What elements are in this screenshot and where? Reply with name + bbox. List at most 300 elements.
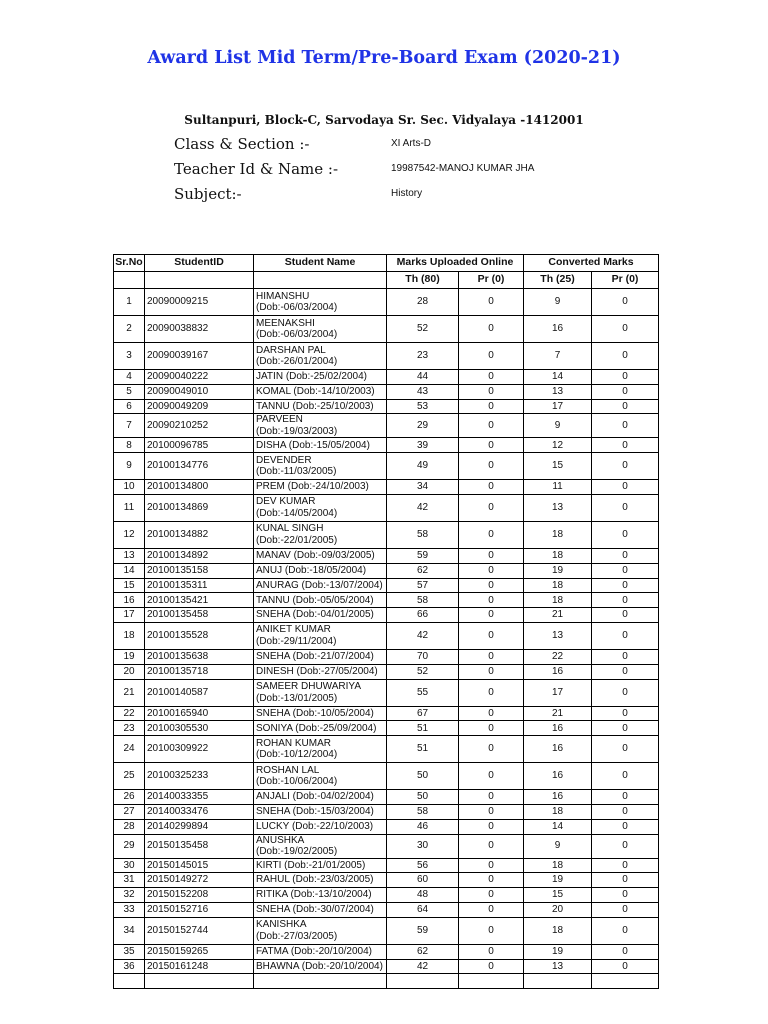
converted-th-cell: 18 [524,858,592,873]
table-row [114,834,659,858]
sr-no-cell: 23 [114,721,145,736]
student-name-line: ANJALI (Dob:-04/02/2004) [256,791,374,803]
marks-pr-cell: 0 [459,608,524,623]
table-row [114,414,659,438]
student-id-cell: 20100134869 [145,494,254,521]
student-id-cell: 20090039167 [145,343,254,370]
marks-pr-cell: 0 [459,649,524,664]
converted-pr-cell: 0 [592,563,659,578]
student-name-cell [254,804,387,819]
header-srno: Sr.No [114,255,145,272]
student-name-line: DINESH (Dob:-27/05/2004) [256,665,378,677]
student-id-cell: 20150152716 [145,902,254,917]
sr-no-cell: 11 [114,494,145,521]
marks-pr-cell: 0 [459,888,524,903]
marks-pr-cell: 0 [459,902,524,917]
table-cell [524,974,592,989]
student-id-cell: 20100135638 [145,649,254,664]
student-name-line: DEVENDER [256,454,312,466]
sr-no-cell: 15 [114,578,145,593]
table-cell [459,974,524,989]
converted-pr-cell: 0 [592,370,659,385]
marks-th-cell: 56 [387,858,459,873]
student-id-cell: 20150149272 [145,873,254,888]
header-th25: Th (25) [524,272,592,289]
table-row [114,819,659,834]
table-row [114,480,659,495]
student-name-line: (Dob:-14/05/2004) [256,507,338,519]
student-name-line: (Dob:-27/03/2005) [256,930,338,942]
sr-no-cell: 36 [114,959,145,974]
marks-pr-cell: 0 [459,438,524,453]
sr-no-cell: 24 [114,736,145,763]
student-name-line: KANISHKA [256,919,307,931]
converted-th-cell: 21 [524,608,592,623]
header-converted-marks: Converted Marks [524,255,659,272]
student-name-line: (Dob:-26/01/2004) [256,356,338,367]
table-row [114,706,659,721]
table-row [114,622,659,649]
student-name-line: (Dob:-10/12/2004) [256,749,338,761]
student-name-cell [254,888,387,903]
student-name-line: JATIN (Dob:-25/02/2004) [256,371,367,383]
table-row [114,959,659,974]
marks-th-cell: 67 [387,706,459,721]
sr-no-cell: 14 [114,563,145,578]
student-id-cell: 20140033476 [145,804,254,819]
converted-pr-cell: 0 [592,622,659,649]
student-name-line: ROHAN KUMAR [256,737,332,749]
marks-th-cell: 64 [387,902,459,917]
student-id-cell: 20100134800 [145,480,254,495]
student-name-cell [254,959,387,974]
student-name-line: SNEHA (Dob:-10/05/2004) [256,707,374,719]
converted-th-cell: 14 [524,819,592,834]
student-id-cell: 20100140587 [145,679,254,706]
converted-th-cell: 16 [524,736,592,763]
sr-no-cell: 33 [114,902,145,917]
student-name-line: DEV KUMAR [256,496,316,508]
marks-th-cell: 30 [387,834,459,858]
converted-pr-cell: 0 [592,384,659,399]
converted-th-cell: 9 [524,834,592,858]
teacher-label: Teacher Id & Name :- [174,160,339,178]
student-name-line: SNEHA (Dob:-15/03/2004) [256,806,374,818]
marks-th-cell: 59 [387,917,459,944]
marks-th-cell: 52 [387,664,459,679]
marks-th-cell: 34 [387,480,459,495]
table-row [114,679,659,706]
table-row [114,888,659,903]
student-name-cell [254,563,387,578]
sr-no-cell: 29 [114,834,145,858]
table-cell [592,974,659,989]
converted-th-cell: 9 [524,414,592,438]
sr-no-cell: 31 [114,873,145,888]
marks-th-cell: 58 [387,804,459,819]
subject-value: History [391,188,423,199]
sr-no-cell: 1 [114,289,145,316]
converted-pr-cell: 0 [592,593,659,608]
class-section-label: Class & Section :- [174,135,310,153]
student-id-cell: 20150135458 [145,834,254,858]
converted-pr-cell: 0 [592,834,659,858]
converted-pr-cell: 0 [592,494,659,521]
marks-pr-cell: 0 [459,343,524,370]
converted-pr-cell: 0 [592,804,659,819]
student-name-line: SNEHA (Dob:-21/07/2004) [256,651,374,663]
converted-th-cell: 13 [524,622,592,649]
marks-th-cell: 51 [387,736,459,763]
marks-th-cell: 58 [387,521,459,548]
student-name-line: ANIKET KUMAR [256,624,331,636]
converted-th-cell: 18 [524,578,592,593]
converted-th-cell: 16 [524,721,592,736]
converted-th-cell: 13 [524,384,592,399]
student-id-cell: 20100305530 [145,721,254,736]
sr-no-cell: 5 [114,384,145,399]
sr-no-cell: 4 [114,370,145,385]
sr-no-cell: 6 [114,399,145,414]
sr-no-cell: 27 [114,804,145,819]
marks-pr-cell: 0 [459,622,524,649]
student-name-line: DARSHAN PAL [256,344,326,356]
student-name-cell [254,790,387,805]
converted-th-cell: 7 [524,343,592,370]
converted-th-cell: 9 [524,289,592,316]
marks-pr-cell: 0 [459,819,524,834]
table-row [114,763,659,790]
converted-th-cell: 21 [524,706,592,721]
converted-th-cell: 19 [524,944,592,959]
converted-th-cell: 19 [524,563,592,578]
marks-th-cell: 51 [387,721,459,736]
student-id-cell: 20150159265 [145,944,254,959]
marks-th-cell: 44 [387,370,459,385]
student-name-line: ROSHAN LAL [256,764,320,776]
marks-pr-cell: 0 [459,480,524,495]
sr-no-cell: 30 [114,858,145,873]
student-name-cell [254,494,387,521]
table-row [114,563,659,578]
converted-pr-cell: 0 [592,289,659,316]
marks-th-cell: 57 [387,578,459,593]
sr-no-cell: 28 [114,819,145,834]
marks-pr-cell: 0 [459,453,524,480]
table-cell [145,974,254,989]
marks-th-cell: 46 [387,819,459,834]
table-cell [114,974,145,989]
marks-pr-cell: 0 [459,664,524,679]
student-name-line: FATMA (Dob:-20/10/2004) [256,945,372,957]
table-row [114,578,659,593]
converted-th-cell: 18 [524,593,592,608]
table-row [114,917,659,944]
student-id-cell: 20100165940 [145,706,254,721]
marks-th-cell: 29 [387,414,459,438]
student-name-cell [254,917,387,944]
school-name: Sultanpuri, Block-C, Sarvodaya Sr. Sec. Vidyalaya -1412001 [184,113,584,127]
converted-th-cell: 22 [524,649,592,664]
converted-th-cell: 16 [524,316,592,343]
student-id-cell: 20100135718 [145,664,254,679]
converted-th-cell: 18 [524,521,592,548]
student-id-cell: 20100134892 [145,548,254,563]
table-row [114,664,659,679]
award-table-body [114,289,659,989]
marks-th-cell: 50 [387,763,459,790]
converted-pr-cell: 0 [592,414,659,438]
converted-th-cell: 20 [524,902,592,917]
marks-pr-cell: 0 [459,384,524,399]
student-id-cell: 20150152208 [145,888,254,903]
converted-pr-cell: 0 [592,480,659,495]
marks-th-cell: 42 [387,494,459,521]
student-name-line: SNEHA (Dob:-04/01/2005) [256,609,374,621]
marks-pr-cell: 0 [459,399,524,414]
header-pr0-converted: Pr (0) [592,272,659,289]
student-name-line: (Dob:-06/03/2004) [256,302,338,313]
table-row [114,370,659,385]
student-name-cell [254,343,387,370]
student-name-line: (Dob:-29/11/2004) [256,635,337,647]
student-id-cell: 20090049010 [145,384,254,399]
marks-th-cell: 42 [387,959,459,974]
converted-th-cell: 18 [524,804,592,819]
header-th80: Th (80) [387,272,459,289]
student-name-cell [254,873,387,888]
page-title: Award List Mid Term/Pre-Board Exam (2020-21) [147,48,621,68]
converted-th-cell: 14 [524,370,592,385]
student-name-cell [254,399,387,414]
student-name-line: KIRTI (Dob:-21/01/2005) [256,859,366,871]
student-name-cell [254,721,387,736]
marks-th-cell: 48 [387,888,459,903]
converted-pr-cell: 0 [592,438,659,453]
table-row [114,521,659,548]
student-name-line: ANUSHKA (Dob:-19/02/2005) [256,834,338,858]
converted-pr-cell: 0 [592,343,659,370]
student-name-cell [254,763,387,790]
converted-pr-cell: 0 [592,959,659,974]
converted-pr-cell: 0 [592,858,659,873]
student-name-cell [254,664,387,679]
table-row [114,494,659,521]
converted-th-cell: 13 [524,959,592,974]
converted-pr-cell: 0 [592,316,659,343]
converted-th-cell: 16 [524,763,592,790]
sr-no-cell: 7 [114,414,145,438]
sr-no-cell: 17 [114,608,145,623]
marks-th-cell: 43 [387,384,459,399]
header-pr0: Pr (0) [459,272,524,289]
student-name-cell [254,414,387,438]
student-id-cell: 20100135421 [145,593,254,608]
marks-pr-cell: 0 [459,917,524,944]
marks-pr-cell: 0 [459,494,524,521]
student-name-cell [254,453,387,480]
student-id-cell: 20150145015 [145,858,254,873]
student-name-line: MANAV (Dob:-09/03/2005) [256,550,375,562]
award-table [113,254,659,989]
student-id-cell: 20100134776 [145,453,254,480]
sr-no-cell: 8 [114,438,145,453]
student-name-line: (Dob:-22/01/2005) [256,534,338,546]
student-id-cell: 20100309922 [145,736,254,763]
converted-pr-cell: 0 [592,763,659,790]
student-name-cell [254,289,387,316]
sr-no-cell: 18 [114,622,145,649]
marks-th-cell: 49 [387,453,459,480]
student-name-line: (Dob:-13/01/2005) [256,692,338,704]
marks-pr-cell: 0 [459,370,524,385]
converted-pr-cell: 0 [592,578,659,593]
sr-no-cell: 2 [114,316,145,343]
converted-th-cell: 12 [524,438,592,453]
marks-pr-cell: 0 [459,414,524,438]
table-row [114,721,659,736]
marks-pr-cell: 0 [459,721,524,736]
converted-pr-cell: 0 [592,664,659,679]
student-name-cell [254,944,387,959]
table-row [114,804,659,819]
marks-th-cell: 59 [387,548,459,563]
sr-no-cell: 34 [114,917,145,944]
student-name-cell [254,608,387,623]
marks-pr-cell: 0 [459,706,524,721]
converted-th-cell: 17 [524,679,592,706]
table-row [114,384,659,399]
marks-th-cell: 60 [387,873,459,888]
table-row [114,974,659,989]
student-name-line: RAHUL (Dob:-23/03/2005) [256,874,374,886]
header-blank [254,272,387,289]
marks-th-cell: 50 [387,790,459,805]
student-name-cell [254,548,387,563]
header-marks-uploaded: Marks Uploaded Online [387,255,524,272]
sr-no-cell: 26 [114,790,145,805]
marks-pr-cell: 0 [459,944,524,959]
marks-th-cell: 39 [387,438,459,453]
table-row [114,316,659,343]
student-id-cell: 20090049209 [145,399,254,414]
converted-pr-cell: 0 [592,706,659,721]
marks-pr-cell: 0 [459,316,524,343]
student-name-line: KUNAL SINGH [256,523,324,535]
marks-th-cell: 58 [387,593,459,608]
student-name-line: MEENAKSHI [256,317,315,329]
converted-pr-cell: 0 [592,521,659,548]
marks-pr-cell: 0 [459,521,524,548]
teacher-value: 19987542-MANOJ KUMAR JHA [391,163,535,174]
converted-pr-cell: 0 [592,944,659,959]
marks-pr-cell: 0 [459,563,524,578]
converted-th-cell: 11 [524,480,592,495]
converted-th-cell: 19 [524,873,592,888]
student-id-cell: 20090040222 [145,370,254,385]
student-name-cell [254,679,387,706]
table-row [114,790,659,805]
converted-pr-cell: 0 [592,873,659,888]
sr-no-cell: 16 [114,593,145,608]
student-name-line: (Dob:-11/03/2005) [256,466,337,478]
converted-pr-cell: 0 [592,819,659,834]
converted-pr-cell: 0 [592,902,659,917]
table-row [114,608,659,623]
converted-pr-cell: 0 [592,649,659,664]
student-name-line: HIMANSHU [256,290,310,302]
student-name-line: PREM (Dob:-24/10/2003) [256,481,369,493]
student-name-line: LUCKY (Dob:-22/10/2003) [256,820,374,832]
converted-pr-cell: 0 [592,548,659,563]
student-id-cell: 20100135458 [145,608,254,623]
student-name-line: ANUJ (Dob:-18/05/2004) [256,564,367,576]
marks-th-cell: 55 [387,679,459,706]
student-name-cell [254,834,387,858]
sr-no-cell: 21 [114,679,145,706]
student-name-line: (Dob:-10/06/2004) [256,776,338,788]
table-row [114,548,659,563]
table-row [114,736,659,763]
header-studentid: StudentID [145,255,254,272]
table-row [114,902,659,917]
marks-pr-cell: 0 [459,959,524,974]
sr-no-cell: 22 [114,706,145,721]
converted-th-cell: 15 [524,453,592,480]
table-row [114,399,659,414]
student-name-line: (Dob:-06/03/2004) [256,329,338,340]
sr-no-cell: 35 [114,944,145,959]
marks-th-cell: 70 [387,649,459,664]
table-row [114,453,659,480]
student-id-cell: 20090038832 [145,316,254,343]
table-row [114,873,659,888]
student-name-line: PARVEEN (Dob:-19/03/2003) [256,414,338,437]
sr-no-cell: 32 [114,888,145,903]
table-cell [254,974,387,989]
table-row [114,289,659,316]
student-id-cell: 20100135528 [145,622,254,649]
sr-no-cell: 12 [114,521,145,548]
sr-no-cell: 9 [114,453,145,480]
converted-pr-cell: 0 [592,453,659,480]
marks-pr-cell: 0 [459,578,524,593]
sr-no-cell: 3 [114,343,145,370]
student-name-line: TANNU (Dob:-05/05/2004) [256,594,374,606]
student-id-cell: 20090210252 [145,414,254,438]
table-row [114,944,659,959]
student-name-cell [254,384,387,399]
converted-pr-cell: 0 [592,679,659,706]
converted-pr-cell: 0 [592,721,659,736]
marks-pr-cell: 0 [459,804,524,819]
converted-pr-cell: 0 [592,917,659,944]
student-id-cell: 20100135311 [145,578,254,593]
converted-th-cell: 13 [524,494,592,521]
converted-pr-cell: 0 [592,399,659,414]
marks-th-cell: 66 [387,608,459,623]
marks-pr-cell: 0 [459,289,524,316]
header-blank [114,272,145,289]
marks-pr-cell: 0 [459,790,524,805]
student-name-cell [254,438,387,453]
header-student-name: Student Name [254,255,387,272]
student-name-cell [254,593,387,608]
sr-no-cell: 13 [114,548,145,563]
converted-th-cell: 17 [524,399,592,414]
student-name-line: BHAWNA (Dob:-20/10/2004) [256,960,383,972]
marks-th-cell: 62 [387,563,459,578]
